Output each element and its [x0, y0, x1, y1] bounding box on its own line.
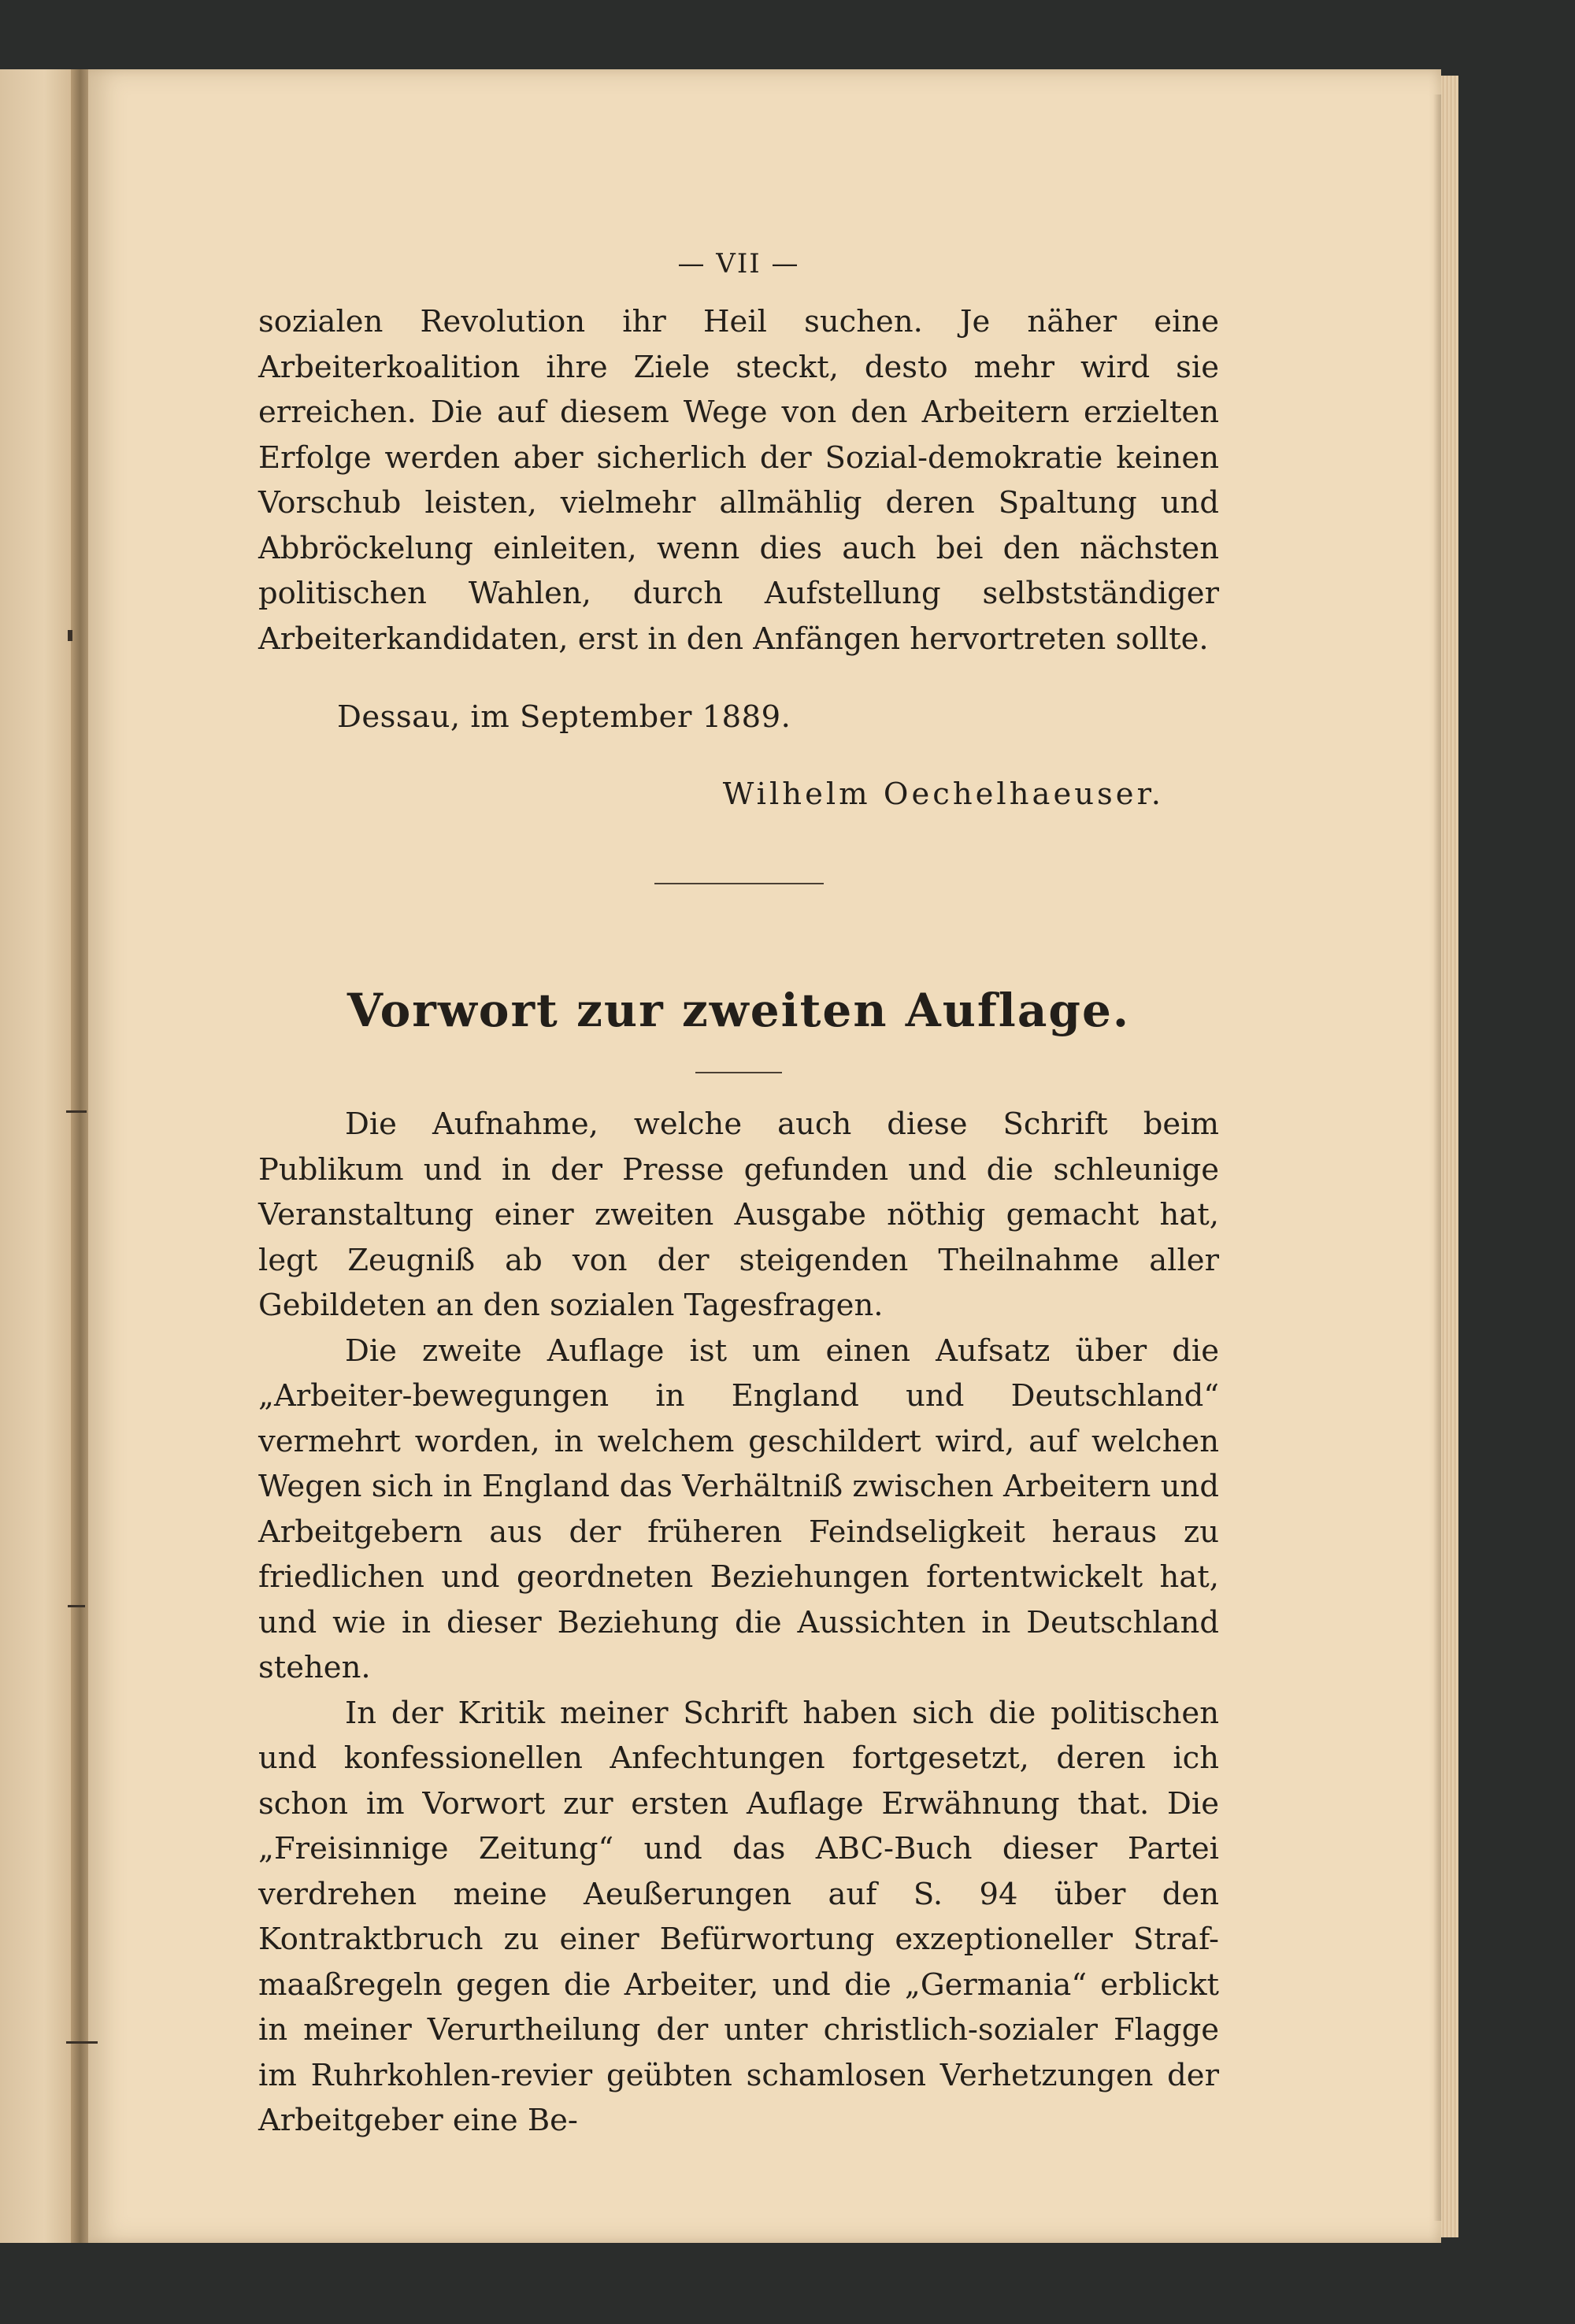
page-number: — VII — — [677, 248, 800, 280]
body-paragraph: Die zweite Auflage ist um einen Aufsatz über die „Arbeiter-bewegungen in England und Deutschland“ vermehrt worden, in welchem geschildert wird, auf welchen Wegen sich in England das Verhältniß zwischen Arbeitern und Arbeitgebern aus der früheren Feindseligkeit heraus zu friedlichen und geordneten Beziehungen fortentwickelt hat, und wie in dieser Beziehung die Aussichten in Deutschland stehen. — [258, 1333, 1219, 1685]
intro-paragraph: sozialen Revolution ihr Heil suchen. Je näher eine Arbeiterkoalition ihre Ziele steckt, desto mehr wird sie erreichen. Die auf diesem Wege von den Arbeitern erzielten Erfolge werden aber sicherlich der Sozial-demokratie keinen Vorschub leisten, vielmehr allmählig deren Spaltung und Abbröckelung einleiten, wenn dies auch bei den nächsten politischen Wahlen, durch Aufstellung selbstständiger Arbeiterkandidaten, erst in den Anfängen hervortreten sollte. — [258, 304, 1219, 657]
body-paragraph: In der Kritik meiner Schrift haben sich die politischen und konfessionellen Anfechtungen fortgesetzt, deren ich schon im Vorwort zur ersten Auflage Erwähnung that. Die „Freisinnige Zeitung“ und das ABC-Buch dieser Partei verdrehen meine Aeußerungen auf S. 94 über den Kontraktbruch zu einer Befürwortung exzeptioneller Straf-maaßregeln gegen die Arbeiter, und die „Germania“ erblickt in meiner Verurtheilung der unter christlich-sozialer Flagge im Ruhrkohlen-revier geübten schamlosen Verhetzungen der Arbeitgeber eine Be- — [258, 1695, 1219, 2138]
heading-rule — [695, 1072, 782, 1073]
section-heading: Vorwort zur zweiten Auflage. — [346, 984, 1131, 1037]
binding-mark — [68, 1605, 85, 1607]
page-stack-edge — [1441, 76, 1458, 2237]
left-page-edge — [0, 69, 80, 2243]
binding-mark — [66, 2041, 98, 2044]
body-paragraph: Die Aufnahme, welche auch diese Schrift beim Publikum und in der Presse gefunden und die schleunige Veranstaltung einer zweiten Ausgabe nöthig gemacht hat, legt Zeugniß ab von der steigenden Theilnahme aller Gebildeten an den sozialen Tagesfragen. — [258, 1106, 1219, 1323]
binding-mark — [66, 1110, 87, 1113]
binding-mark — [68, 630, 72, 641]
page-content — [258, 236, 1219, 2144]
place-date: Dessau, im September 1889. — [337, 699, 791, 735]
section-divider — [654, 883, 824, 884]
author-signature: Wilhelm Oechelhaeuser. — [722, 776, 1164, 812]
